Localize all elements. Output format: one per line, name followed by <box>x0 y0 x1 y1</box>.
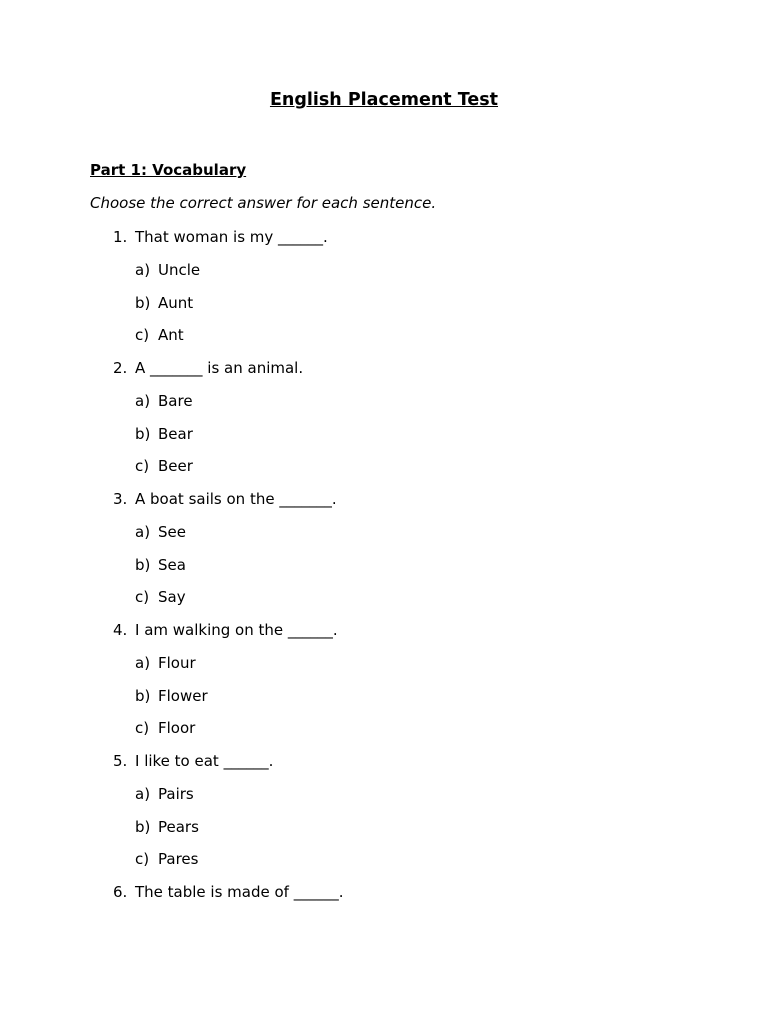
instructions-text: Choose the correct answer for each sentence. <box>90 194 437 212</box>
option-letter: c) <box>135 326 150 345</box>
question-text: That woman is my ______. <box>135 228 328 246</box>
option-letter: c) <box>135 588 150 607</box>
question-text: I am walking on the ______. <box>135 621 338 639</box>
option-text: Beer <box>158 457 193 476</box>
question-number: 4. <box>113 621 128 639</box>
section-heading: Part 1: Vocabulary <box>90 161 247 179</box>
option-text: Say <box>158 588 186 607</box>
question-text: A _______ is an animal. <box>135 359 304 377</box>
option-text: Sea <box>158 555 186 574</box>
option-letter: b) <box>135 817 151 836</box>
option-text: Pairs <box>158 784 194 803</box>
document-title: English Placement Test <box>269 90 499 110</box>
option-letter: b) <box>135 555 151 574</box>
option-letter: a) <box>135 391 151 410</box>
question-number: 6. <box>113 883 128 901</box>
option-letter: b) <box>135 424 151 443</box>
option-text: See <box>158 522 186 541</box>
question-text: A boat sails on the _______. <box>135 490 337 508</box>
question-number: 1. <box>113 228 128 246</box>
option-letter: c) <box>135 850 150 869</box>
question-text: I like to eat ______. <box>135 752 274 770</box>
option-letter: a) <box>135 784 151 803</box>
option-text: Bear <box>158 424 193 443</box>
option-text: Flower <box>158 686 208 705</box>
option-letter: a) <box>135 653 151 672</box>
question-number: 5. <box>113 752 128 770</box>
option-letter: c) <box>135 457 150 476</box>
option-text: Floor <box>158 719 196 738</box>
option-text: Ant <box>158 326 184 345</box>
option-letter: b) <box>135 293 151 312</box>
option-text: Pares <box>158 850 199 869</box>
option-letter: a) <box>135 260 151 279</box>
option-text: Flour <box>158 653 196 672</box>
option-letter: b) <box>135 686 151 705</box>
option-text: Aunt <box>158 293 194 312</box>
option-text: Bare <box>158 391 193 410</box>
question-text: The table is made of ______. <box>135 883 344 901</box>
question-number: 3. <box>113 490 128 508</box>
option-letter: c) <box>135 719 150 738</box>
option-letter: a) <box>135 522 151 541</box>
option-text: Pears <box>158 817 199 836</box>
question-number: 2. <box>113 359 128 377</box>
option-text: Uncle <box>158 260 201 279</box>
